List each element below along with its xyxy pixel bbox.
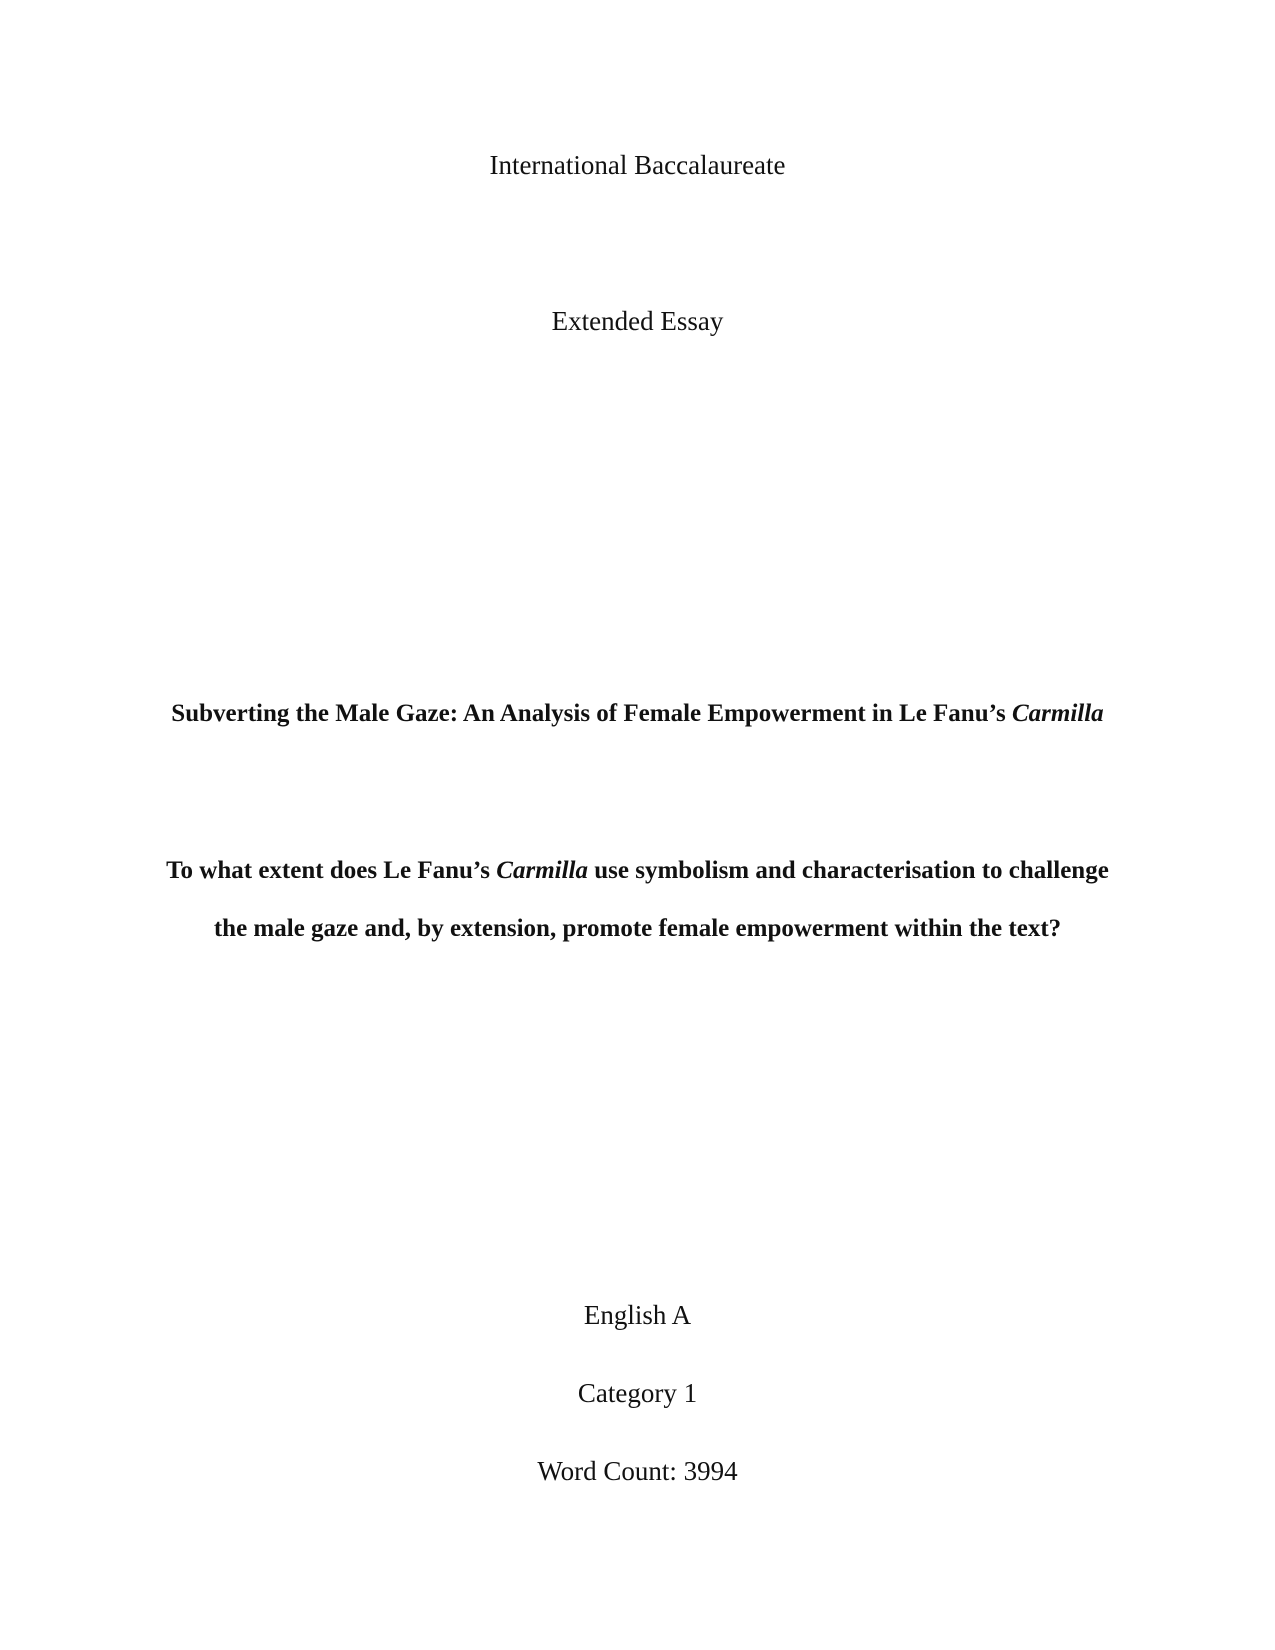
institution-name: International Baccalaureate — [489, 150, 786, 180]
research-question-line-1 — [0, 857, 1275, 885]
essay-title — [0, 700, 1275, 728]
research-question-prefix: To what extent does Le Fanu’s — [166, 857, 497, 884]
category-label: Category 1 — [577, 1378, 698, 1408]
word-count-label: Word Count: 3994 — [537, 1456, 738, 1486]
essay-title-prefix: Subverting the Male Gaze: An Analysis of Female Empowerment in Le Fanu’s — [171, 700, 1012, 727]
research-question-line-2: the male gaze and, by extension, promote female empowerment within the text? — [213, 915, 1062, 942]
document-type: Extended Essay — [551, 306, 724, 336]
research-question-suffix: use symbolism and characterisation to challenge — [587, 857, 1109, 884]
subject-label: English A — [583, 1300, 692, 1330]
research-question-work: Carmilla — [496, 857, 588, 884]
essay-title-work: Carmilla — [1012, 700, 1104, 727]
